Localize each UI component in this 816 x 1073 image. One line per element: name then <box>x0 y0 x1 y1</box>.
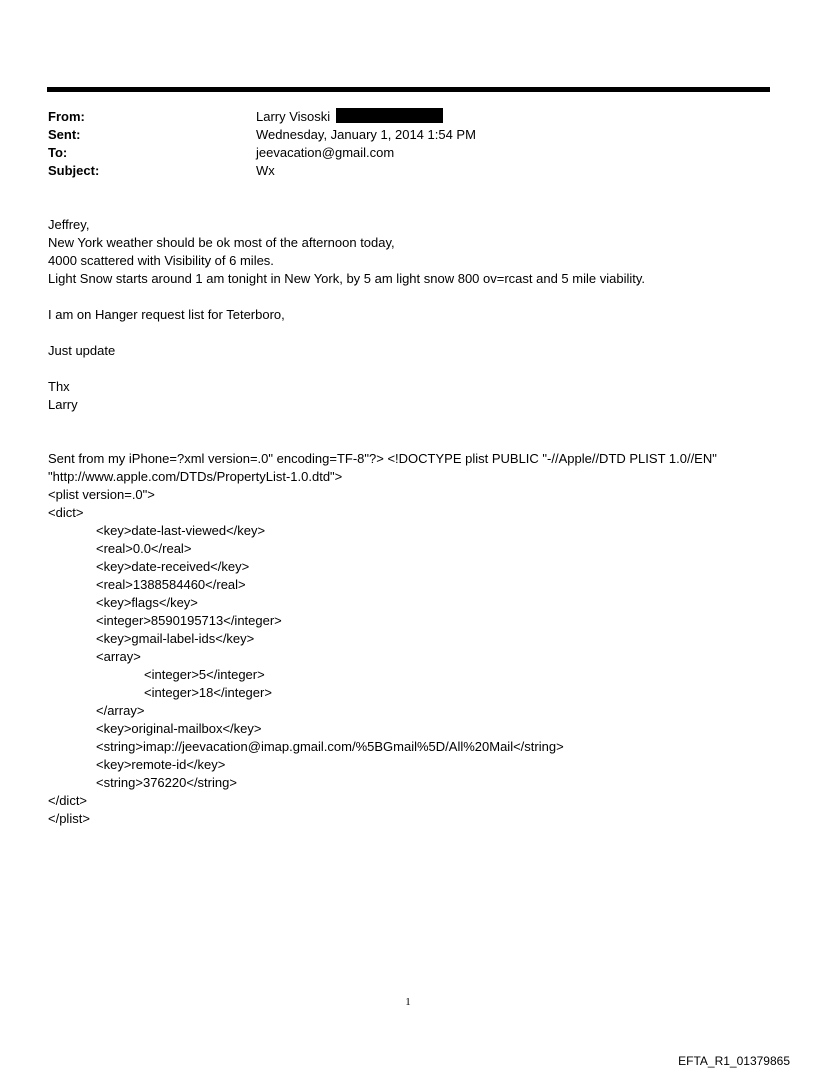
sent-value: Wednesday, January 1, 2014 1:54 PM <box>256 127 476 142</box>
signature-line: "http://www.apple.com/DTDs/PropertyList-1.0.dtd"> <box>48 469 343 484</box>
plist-line: <integer>5</integer> <box>144 667 265 682</box>
email-body <box>48 216 778 828</box>
plist-line: <key>date-last-viewed</key> <box>96 523 266 538</box>
subject-label: Subject: <box>48 163 100 178</box>
plist-line: </array> <box>96 703 145 718</box>
body-line: Just update <box>48 343 116 358</box>
spacer <box>48 288 778 306</box>
body-line: 4000 scattered with Visibility of 6 miles. <box>48 253 274 268</box>
plist-line: <key>flags</key> <box>96 595 198 610</box>
spacer <box>48 360 778 378</box>
plist-line: <integer>18</integer> <box>144 685 272 700</box>
spacer <box>48 414 778 432</box>
body-line: I am on Hanger request list for Teterboro, <box>48 307 285 322</box>
sender-name: Larry Visoski <box>256 109 331 124</box>
spacer <box>48 324 778 342</box>
plist-line: <string>imap://jeevacation@imap.gmail.com/%5BGmail%5D/All%20Mail</string> <box>96 739 564 754</box>
to-label: To: <box>48 145 68 160</box>
subject-row <box>48 162 748 180</box>
signoff: Thx <box>48 379 70 394</box>
email-header <box>48 108 748 180</box>
plist-line: <key>gmail-label-ids</key> <box>96 631 255 646</box>
plist-line: <dict> <box>48 505 84 520</box>
signature-line: Sent from my iPhone=?xml version=.0" encoding=TF-8"?> <!DOCTYPE plist PUBLIC "-//Apple//DTD PLIST 1.0//EN" <box>48 451 717 466</box>
to-value: jeevacation@gmail.com <box>256 145 395 160</box>
plist-line: <plist version=.0"> <box>48 487 155 502</box>
bates-number: EFTA_R1_01379865 <box>678 1054 790 1068</box>
page-number: 1 <box>405 996 411 1008</box>
header-rule <box>47 87 770 92</box>
plist-line: <key>original-mailbox</key> <box>96 721 262 736</box>
redaction-block <box>336 108 443 123</box>
from-label: From: <box>48 109 85 124</box>
plist-line: <string>376220</string> <box>96 775 237 790</box>
body-line: Light Snow starts around 1 am tonight in New York, by 5 am light snow 800 ov=rcast and 5 mile viability. <box>48 271 645 286</box>
from-value <box>256 108 443 126</box>
subject-value: Wx <box>256 163 275 178</box>
plist-line: <key>remote-id</key> <box>96 757 226 772</box>
plist-line: </dict> <box>48 793 88 808</box>
from-row <box>48 108 748 126</box>
signoff-name: Larry <box>48 397 78 412</box>
plist-line: <key>date-received</key> <box>96 559 250 574</box>
plist-line: <integer>8590195713</integer> <box>96 613 282 628</box>
sent-row <box>48 126 748 144</box>
plist-line: <real>1388584460</real> <box>96 577 246 592</box>
to-row <box>48 144 748 162</box>
plist-line: <real>0.0</real> <box>96 541 192 556</box>
body-line: New York weather should be ok most of the afternoon today, <box>48 235 395 250</box>
plist-line: <array> <box>96 649 141 664</box>
greeting: Jeffrey, <box>48 217 90 232</box>
sent-label: Sent: <box>48 127 81 142</box>
plist-line: </plist> <box>48 811 90 826</box>
spacer <box>48 432 778 450</box>
